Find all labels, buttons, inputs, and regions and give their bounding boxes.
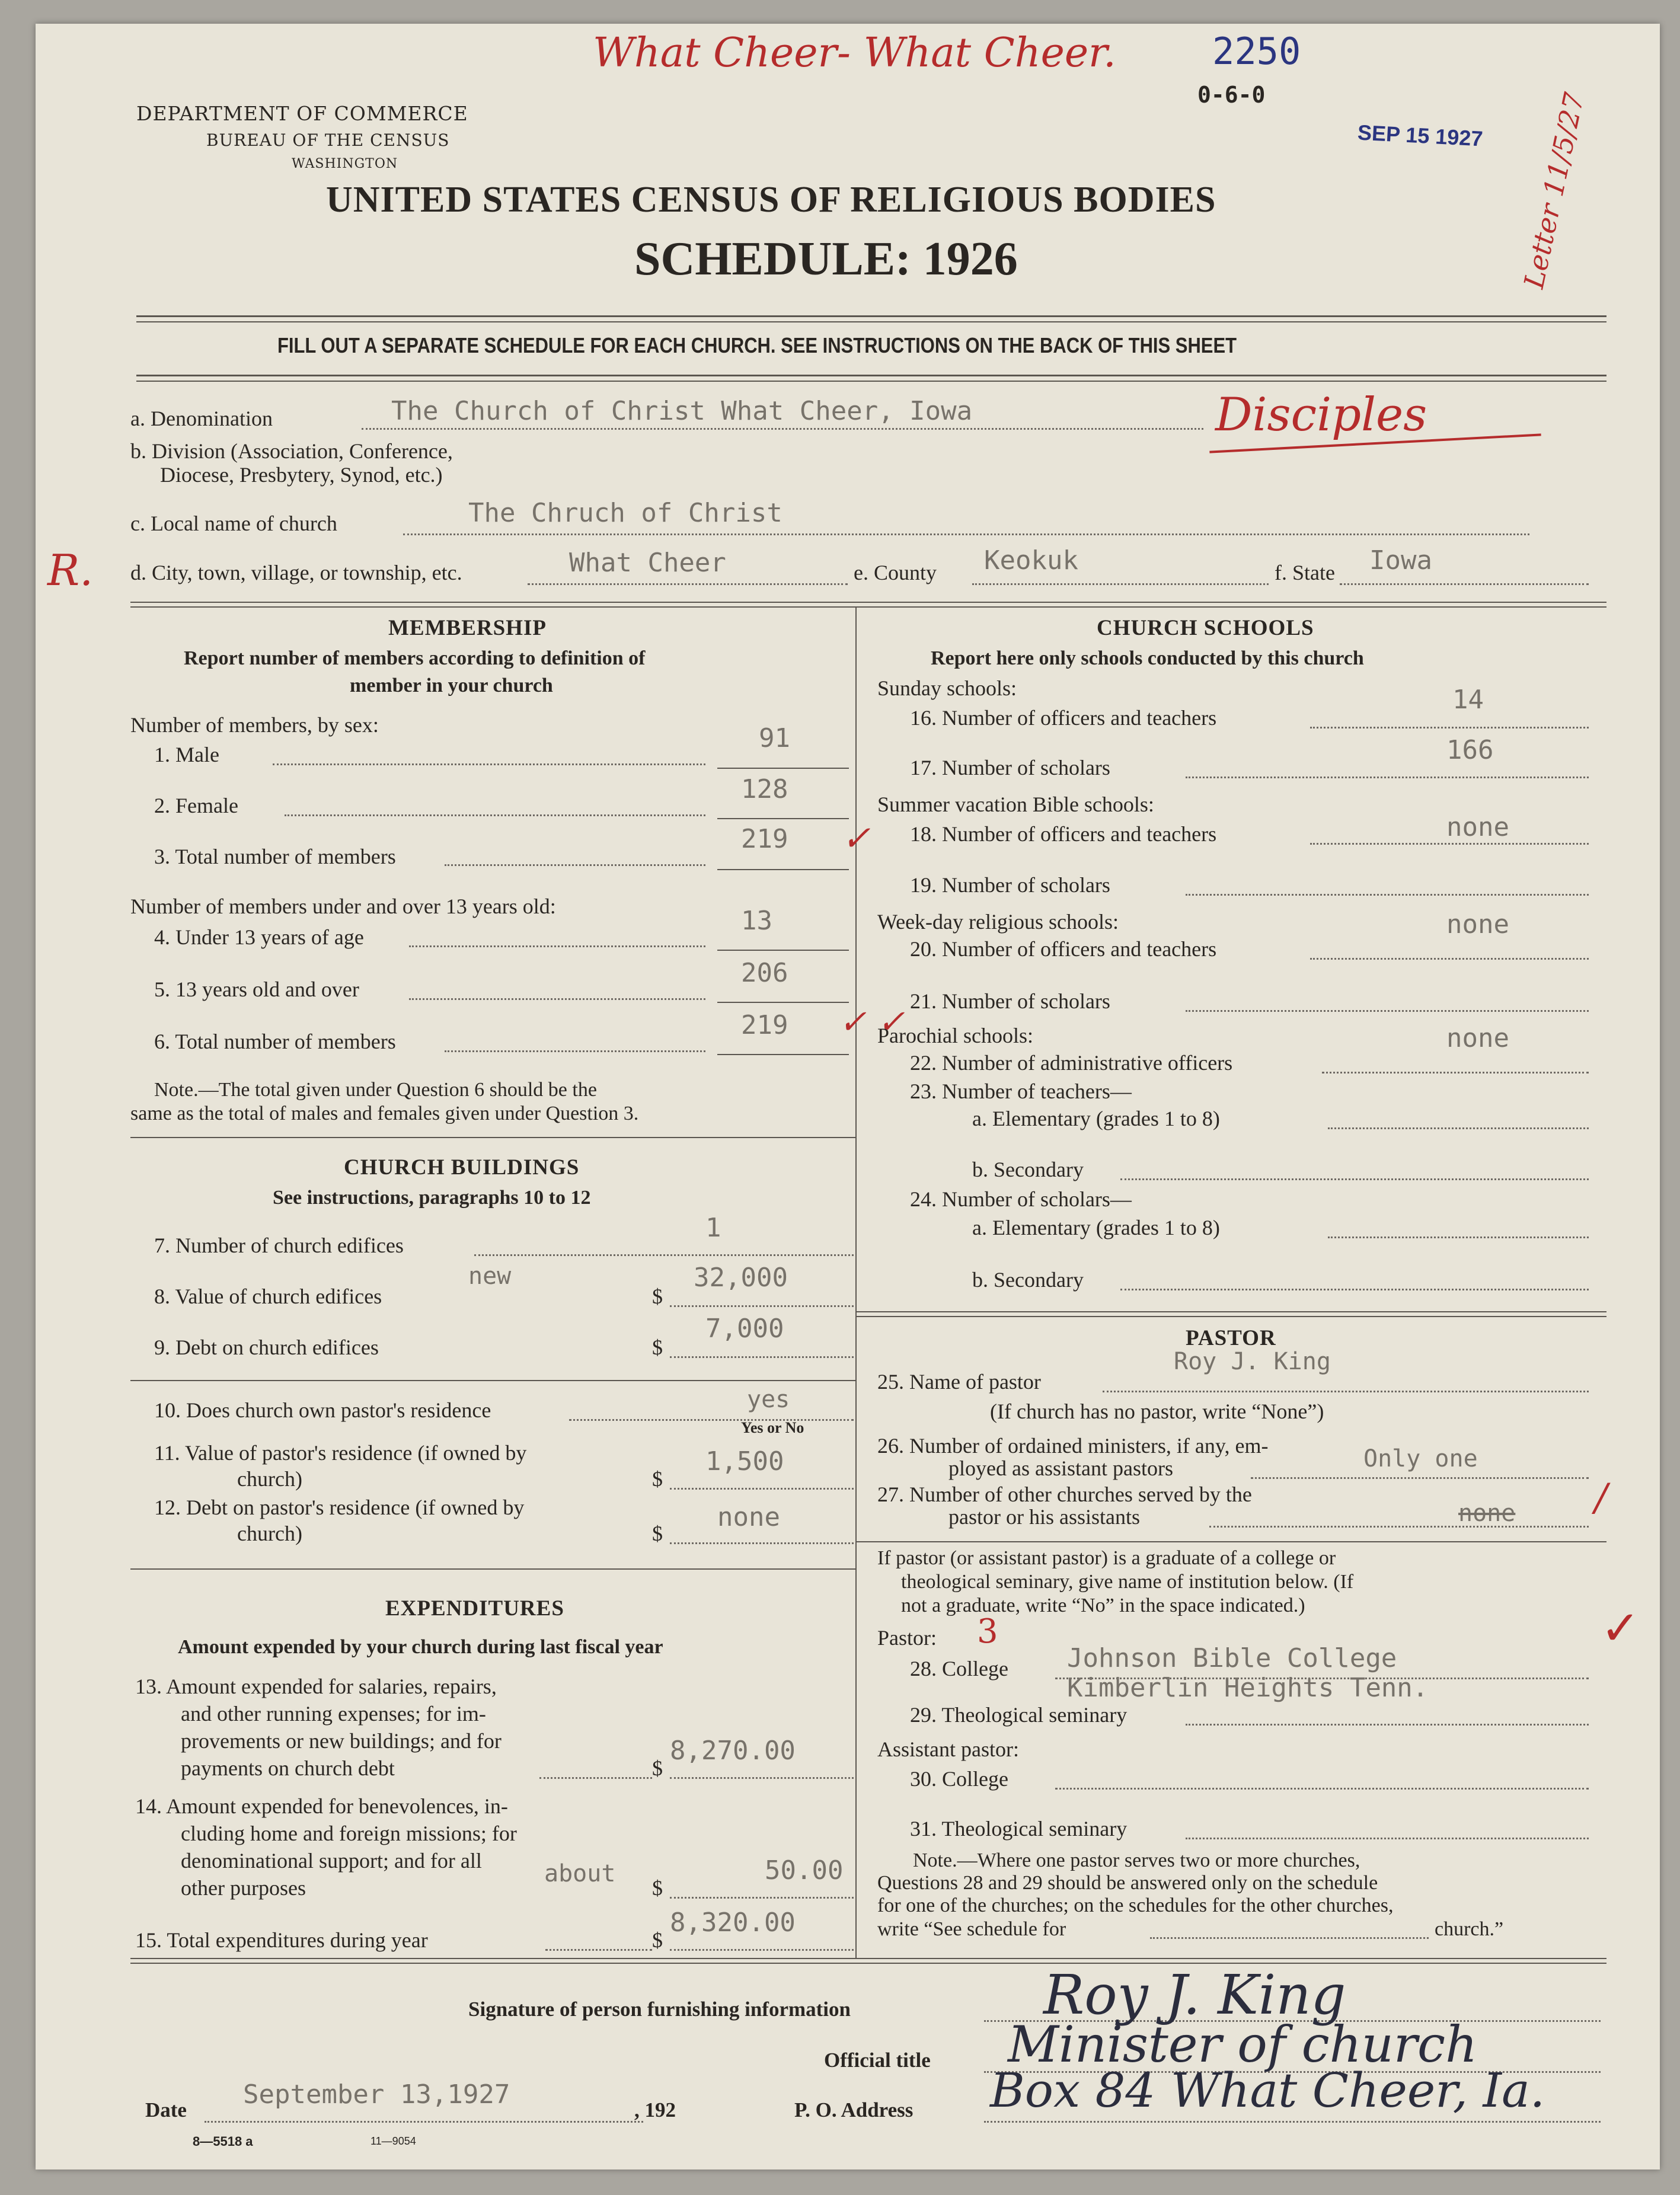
q4-value: 13 xyxy=(741,906,772,936)
census-schedule-sheet xyxy=(36,24,1660,2170)
q9-value: 7,000 xyxy=(705,1314,784,1344)
q27-label: 27. Number of other churches served by the xyxy=(877,1482,1252,1506)
dollar-sign: $ xyxy=(652,1467,663,1491)
local-name-value: The Chruch of Christ xyxy=(468,498,782,528)
division-label: b. Division (Association, Conference, xyxy=(130,439,453,463)
members-by-sex-label: Number of members, by sex: xyxy=(130,713,379,737)
schools-heading: CHURCH SCHOOLS xyxy=(1097,616,1314,640)
q8-label: 8. Value of church edifices xyxy=(154,1285,382,1308)
membership-subheading: Report number of members according to definition of xyxy=(184,647,646,669)
side-note: Letter 11/5/27 xyxy=(1518,90,1590,292)
expenditures-subheading: Amount expended by your church during last fiscal year xyxy=(178,1636,663,1658)
q18-value: none xyxy=(1446,812,1509,842)
pastor-mark: 3 xyxy=(977,1612,998,1651)
q1-label: 1. Male xyxy=(154,743,219,766)
q14-label-3: denominational support; and for all xyxy=(181,1849,482,1873)
q11-label-2: church) xyxy=(237,1467,302,1491)
q17-value: 166 xyxy=(1446,735,1494,765)
q22-label: 22. Number of administrative officers xyxy=(910,1051,1233,1075)
q21-label: 21. Number of scholars xyxy=(910,989,1110,1013)
official-title: Minister of church xyxy=(1008,2015,1478,2073)
q27-value: none xyxy=(1458,1500,1516,1527)
membership-note: Note.—The total given under Question 6 should be the xyxy=(154,1079,597,1101)
dollar-sign: $ xyxy=(652,1928,663,1952)
form-subtitle: SCHEDULE: 1926 xyxy=(634,233,1018,285)
form-number: 8—5518 a xyxy=(193,2134,253,2149)
local-name-label: c. Local name of church xyxy=(130,512,337,535)
q23-label: 23. Number of teachers— xyxy=(910,1079,1132,1103)
pastor-note-5: church.” xyxy=(1435,1918,1504,1940)
graduate-instruction-3: not a graduate, write “No” in the space indicated.) xyxy=(901,1595,1305,1616)
print-number: 11—9054 xyxy=(371,2135,416,2147)
dollar-sign: $ xyxy=(652,1335,663,1359)
members-by-age-label: Number of members under and over 13 years old: xyxy=(130,894,556,918)
q6-label: 6. Total number of members xyxy=(154,1030,396,1053)
q2-label: 2. Female xyxy=(154,794,238,817)
q12-label: 12. Debt on pastor's residence (if owned by xyxy=(154,1496,525,1519)
q12-label-2: church) xyxy=(237,1522,302,1545)
q25-note: (If church has no pastor, write “None”) xyxy=(990,1400,1324,1423)
denomination-correction: Disciples xyxy=(1215,388,1427,442)
buildings-subheading: See instructions, paragraphs 10 to 12 xyxy=(273,1187,591,1209)
q26-label: 26. Number of ordained ministers, if any, em- xyxy=(877,1434,1269,1458)
division-label-2: Diocese, Presbytery, Synod, etc.) xyxy=(160,463,443,487)
q25-label: 25. Name of pastor xyxy=(877,1370,1041,1394)
q14-value: 50.00 xyxy=(765,1855,844,1886)
q25-value: Roy J. King xyxy=(1174,1348,1331,1375)
signature: Roy J. King xyxy=(1043,1963,1346,2027)
q18-label: 18. Number of officers and teachers xyxy=(910,822,1217,846)
q23b-label: b. Secondary xyxy=(972,1158,1084,1181)
q13-label-2: and other running expenses; for im- xyxy=(181,1702,486,1726)
pastor-note: Note.—Where one pastor serves two or more churches, xyxy=(913,1849,1360,1871)
q9-label: 9. Debt on church edifices xyxy=(154,1335,379,1359)
q22-value: none xyxy=(1446,1023,1509,1053)
q29-label: 29. Theological seminary xyxy=(910,1703,1128,1727)
dollar-sign: $ xyxy=(652,1522,663,1545)
q15-label: 15. Total expenditures during year xyxy=(135,1928,428,1952)
q19-label: 19. Number of scholars xyxy=(910,873,1110,897)
denomination-label: a. Denomination xyxy=(130,407,273,430)
official-title-label: Official title xyxy=(824,2049,931,2072)
date-value: September 13,1927 xyxy=(243,2079,510,2110)
expenditures-heading: EXPENDITURES xyxy=(385,1596,564,1621)
schools-subheading: Report here only schools conducted by this church xyxy=(931,647,1364,669)
q26-value: Only one xyxy=(1363,1445,1478,1472)
city-label: d. City, town, village, or township, etc. xyxy=(130,561,462,584)
q20-label: 20. Number of officers and teachers xyxy=(910,937,1217,961)
membership-note-2: same as the total of males and females given under Question 3. xyxy=(130,1103,639,1124)
county-label: e. County xyxy=(854,561,937,584)
q11-value: 1,500 xyxy=(705,1446,784,1477)
q11-label: 11. Value of pastor's residence (if owned by xyxy=(154,1441,527,1465)
q28-value: Johnson Bible College xyxy=(1067,1643,1397,1673)
q5-value: 206 xyxy=(741,958,788,988)
q16-label: 16. Number of officers and teachers xyxy=(910,706,1217,730)
q20-value: none xyxy=(1446,909,1509,940)
state-value: Iowa xyxy=(1369,545,1432,576)
q27-label-2: pastor or his assistants xyxy=(948,1505,1140,1529)
code-number: 0-6-0 xyxy=(1197,82,1266,108)
q10-label: 10. Does church own pastor's residence xyxy=(154,1398,491,1422)
q24b-label: b. Secondary xyxy=(972,1268,1084,1292)
q13-value: 8,270.00 xyxy=(670,1736,796,1766)
check-mark: / xyxy=(1595,1476,1608,1520)
q13-label-3: provements or new buildings; and for xyxy=(181,1729,502,1753)
yes-no-hint: Yes or No xyxy=(741,1419,804,1436)
q28-value-2: Kimberlin Heights Tenn. xyxy=(1067,1673,1429,1703)
department-name: DEPARTMENT OF COMMERCE xyxy=(136,102,468,125)
q1-value: 91 xyxy=(759,723,790,753)
q5-label: 5. 13 years old and over xyxy=(154,977,359,1001)
q31-label: 31. Theological seminary xyxy=(910,1817,1128,1841)
po-address: Box 84 What Cheer, Ia. xyxy=(990,2063,1545,2118)
q7-label: 7. Number of church edifices xyxy=(154,1234,404,1257)
q15-value: 8,320.00 xyxy=(670,1908,796,1938)
bureau-name: BUREAU OF THE CENSUS xyxy=(206,130,450,150)
q8-note: new xyxy=(468,1263,512,1290)
q14-label-4: other purposes xyxy=(181,1876,306,1900)
q28-label: 28. College xyxy=(910,1657,1008,1680)
q14-label-2: cluding home and foreign missions; for xyxy=(181,1822,517,1845)
q12-value: none xyxy=(717,1502,780,1532)
membership-heading: MEMBERSHIP xyxy=(388,616,547,640)
pastor-note-2: Questions 28 and 29 should be answered only on the schedule xyxy=(877,1872,1378,1894)
signature-label: Signature of person furnishing information xyxy=(468,1998,851,2021)
buildings-heading: CHURCH BUILDINGS xyxy=(344,1155,580,1180)
q14-note: about xyxy=(544,1860,616,1887)
pastor-note-3: for one of the churches; on the schedules for the other churches, xyxy=(877,1894,1394,1916)
pastor-education-label: Pastor: xyxy=(877,1626,937,1650)
pastor-note-4: write “See schedule for xyxy=(877,1918,1066,1940)
county-value: Keokuk xyxy=(984,545,1078,576)
date-label: Date xyxy=(145,2098,187,2121)
q13-label: 13. Amount expended for salaries, repairs, xyxy=(135,1675,497,1698)
assistant-pastor-label: Assistant pastor: xyxy=(877,1737,1019,1761)
sunday-schools-label: Sunday schools: xyxy=(877,676,1017,700)
q6-value: 219 xyxy=(741,1010,788,1040)
summer-schools-label: Summer vacation Bible schools: xyxy=(877,793,1154,816)
margin-mark: R. xyxy=(47,545,94,595)
q3-label: 3. Total number of members xyxy=(154,845,396,868)
q17-label: 17. Number of scholars xyxy=(910,756,1110,779)
form-title: UNITED STATES CENSUS OF RELIGIOUS BODIES xyxy=(326,180,1216,220)
q24-label: 24. Number of scholars— xyxy=(910,1187,1132,1211)
weekday-schools-label: Week-day religious schools: xyxy=(877,910,1119,934)
q2-value: 128 xyxy=(741,774,788,804)
dollar-sign: $ xyxy=(652,1876,663,1900)
q23a-label: a. Elementary (grades 1 to 8) xyxy=(972,1107,1220,1130)
date-suffix: , 192 xyxy=(634,2098,676,2121)
q24a-label: a. Elementary (grades 1 to 8) xyxy=(972,1216,1220,1239)
parochial-schools-label: Parochial schools: xyxy=(877,1024,1033,1047)
q14-label: 14. Amount expended for benevolences, in- xyxy=(135,1794,508,1818)
dollar-sign: $ xyxy=(652,1285,663,1308)
date-received-stamp: SEP 15 1927 xyxy=(1357,120,1484,151)
check-mark: ✓ xyxy=(1601,1600,1641,1656)
po-address-label: P. O. Address xyxy=(794,2098,914,2121)
membership-subheading-2: member in your church xyxy=(350,675,553,696)
q4-label: 4. Under 13 years of age xyxy=(154,925,364,949)
q26-label-2: ployed as assistant pastors xyxy=(948,1456,1173,1480)
q7-value: 1 xyxy=(705,1213,721,1243)
graduate-instruction: If pastor (or assistant pastor) is a graduate of a college or xyxy=(877,1547,1336,1569)
graduate-instruction-2: theological seminary, give name of institution below. (If xyxy=(901,1571,1354,1593)
q16-value: 14 xyxy=(1452,685,1484,715)
handwritten-place-name: What Cheer- What Cheer. xyxy=(593,30,1116,76)
form-instruction: FILL OUT A SEPARATE SCHEDULE FOR EACH CHURCH. SEE INSTRUCTIONS ON THE BACK OF THIS SHEET xyxy=(277,333,1237,357)
q30-label: 30. College xyxy=(910,1767,1008,1791)
city-value: What Cheer xyxy=(569,548,726,578)
dollar-sign: $ xyxy=(652,1756,663,1780)
file-number: 2250 xyxy=(1212,30,1301,73)
q8-value: 32,000 xyxy=(694,1263,788,1293)
bureau-city: WASHINGTON xyxy=(292,156,398,171)
check-mark: ✓ ✓ xyxy=(839,1003,905,1041)
q3-value: 219 xyxy=(741,824,788,854)
q10-value: yes xyxy=(747,1386,790,1413)
state-label: f. State xyxy=(1275,561,1335,584)
denomination-value: The Church of Christ What Cheer, Iowa xyxy=(391,396,973,426)
pastor-heading: PASTOR xyxy=(1186,1326,1276,1350)
q13-label-4: payments on church debt xyxy=(181,1756,395,1780)
check-mark: ✓ xyxy=(842,818,871,858)
